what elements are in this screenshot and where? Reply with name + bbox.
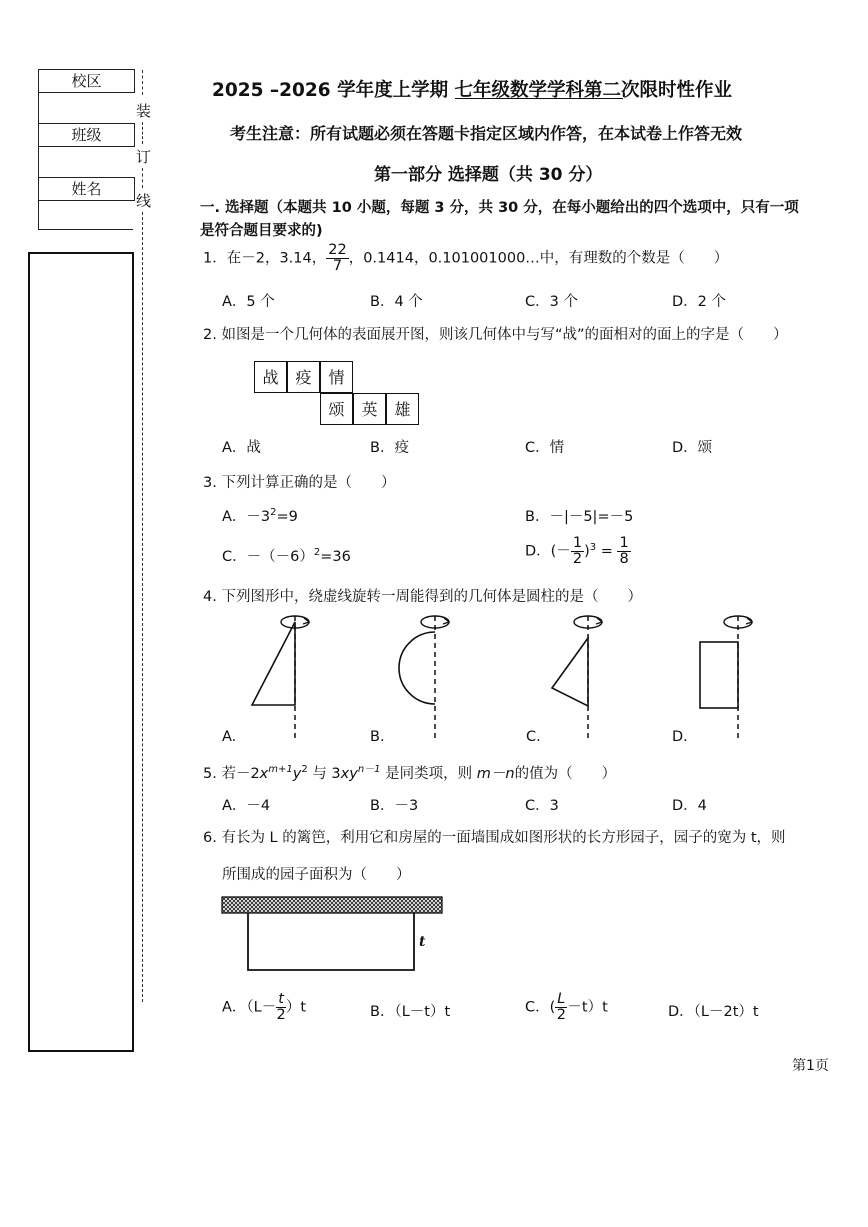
school-field-line (38, 92, 133, 93)
title-underline (455, 98, 623, 99)
net-cell: 英 (353, 393, 386, 425)
house-wall (222, 897, 442, 913)
question-2: 2. 如图是一个几何体的表面展开图，则该几何体中与写“战”的面相对的面上的字是（ ） (203, 327, 788, 343)
question-6-line-1: 6. 有长为 L 的篱笆，利用它和房屋的一面墙围成如图形状的长方形园子，园子的宽为 t，则 (203, 830, 786, 846)
q1-text-post: ，0.1414，0.101001000…中，有理数的个数是（ ） (348, 250, 729, 267)
figure-a (252, 616, 309, 740)
q6-option-b: B．（L－t）t (370, 1004, 451, 1020)
question-4: 4. 下列图形中，绕虚线旋转一周能得到的几何体是圆柱的是（ ） (203, 589, 642, 605)
q3-option-c: C．$-(-6)^2=36$ (222, 547, 351, 565)
dashed-cut-line (142, 212, 143, 1002)
question-3: 3. 下列计算正确的是（ ） (203, 475, 396, 491)
section-instruction-1: 一. 选择题（本题共 10 小题，每题 3 分，共 30 分，在每小题给出的四个选项中，只有一项 (200, 200, 799, 216)
figure-c (552, 616, 602, 740)
net-cell: 战 (254, 361, 287, 393)
q3-option-a: A．$-3^2=9$ (222, 507, 298, 525)
name-field-line (38, 200, 133, 201)
net-cell: 疫 (287, 361, 320, 393)
fence (248, 913, 414, 970)
rotation-figures (200, 610, 800, 750)
q2-option-a: A．战 (222, 440, 261, 456)
question-6-line-2: 所围成的园子面积为（ ） (222, 867, 411, 883)
q1-option-b: B．4 个 (370, 294, 423, 310)
q2-option-c: C．情 (525, 440, 565, 456)
exam-notice: 考生注意：所有试题必须在答题卡指定区域内作答，在本试卷上作答无效 (230, 124, 743, 143)
question-5: 5. 若$-2x^{m+1}y^2$ 与 $3xy^{n-1}$ 是同类项，则 m－n的值为（ ） (203, 764, 617, 782)
binding-char-zhuang: 装 (136, 102, 152, 120)
q1-option-a: A．5 个 (222, 294, 275, 310)
dashed-line (142, 122, 143, 144)
q5-option-a: A．－4 (222, 798, 271, 814)
q4-label-b: B. (370, 729, 385, 745)
binding-left-border (38, 69, 39, 229)
figure-b (399, 616, 449, 740)
q1-text-pre: 1．在－2，3.14， (203, 250, 327, 267)
page-title: 2025 –2026 学年度上学期 七年级数学学科第二次限时性作业 (212, 80, 733, 101)
net-cell: 情 (320, 361, 353, 393)
fraction-22-7 (326, 243, 348, 274)
frac-num: 22 (328, 242, 347, 258)
frac-den: 7 (332, 258, 343, 275)
net-cell: 雄 (386, 393, 419, 425)
section-instruction-2: 是符合题目要求的) (200, 223, 323, 239)
q5-option-d: D．4 (672, 798, 707, 814)
q5-option-b: B．－3 (370, 798, 419, 814)
q5-option-c: C．3 (525, 798, 559, 814)
figure-d (700, 616, 752, 740)
question-1 (203, 243, 728, 274)
width-label-t: t (419, 934, 426, 950)
name-field-bottom-line (38, 229, 133, 230)
q1-option-d: D．2 个 (672, 294, 726, 310)
q3-option-b: B．－|－5|=－5 (525, 509, 634, 525)
q1-option-c: C．3 个 (525, 294, 578, 310)
dashed-line (142, 70, 143, 95)
q6-option-c: C．( $\frac{L}{2}$ －t）t (525, 991, 608, 1024)
binding-char-ding: 订 (136, 148, 152, 166)
q6-option-d: D．（L－2t）t (668, 1004, 759, 1020)
school-label: 校区 (38, 69, 135, 93)
q6-option-a: A．（L－ $\frac{t}{2}$ ）t (222, 991, 307, 1024)
part-heading: 第一部分 选择题（共 30 分） (374, 165, 603, 185)
dashed-line (142, 168, 143, 188)
q2-option-b: B．疫 (370, 440, 409, 456)
q4-label-a: A. (222, 729, 237, 745)
name-label: 姓名 (38, 177, 135, 201)
page-number: 第1页 (792, 1058, 829, 1074)
binding-answer-box (28, 252, 134, 1052)
q4-label-d: D. (672, 729, 688, 745)
q3-option-d: D．(－ $\frac{1}{2}$ )$^3$ = $\frac{1}{8}$ (525, 535, 629, 568)
class-field-line (38, 146, 133, 147)
binding-char-xian: 线 (136, 192, 152, 210)
class-label: 班级 (38, 123, 135, 147)
net-cell: 颂 (320, 393, 353, 425)
q2-option-d: D．颂 (672, 440, 713, 456)
q4-label-c: C. (526, 729, 541, 745)
